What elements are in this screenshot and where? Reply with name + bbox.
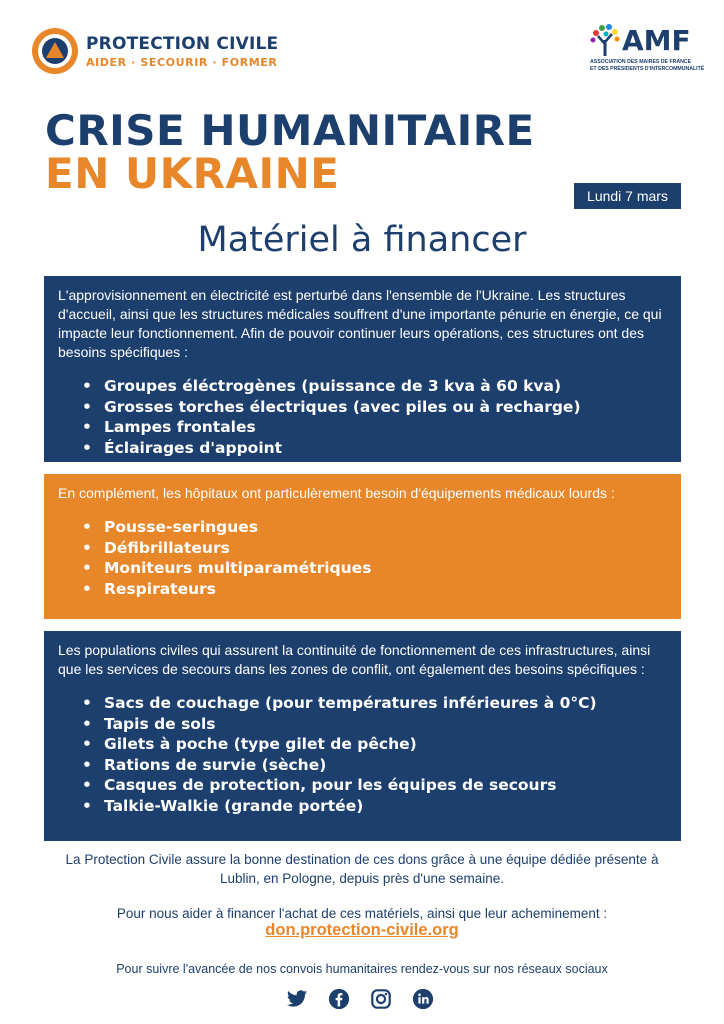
list-item: • Groupes éléctrogènes (puissance de 3 kva à 60 kva) [104,376,667,397]
footer-donate-text: Pour nous aider à financer l'achat de ces matériels, ainsi que leur acheminement : [116,906,608,921]
list-item: • Lampes frontales [104,417,667,438]
list-item: • Rations de survie (sèche) [104,755,667,776]
list-item: • Casques de protection, pour les équipes de secours [104,775,667,796]
instagram-icon[interactable] [370,988,392,1010]
amf-tree-icon [590,22,620,56]
amf-subtitle: ASSOCIATION DES MAIRES DE FRANCE ET DES PRÉSIDENTS D'INTERCOMMUNALITÉ [590,59,705,72]
medical-needs-section [44,474,681,619]
section-intro: L'approvisionnement en électricité est perturbé dans l'ensemble de l'Ukraine. Les structures d'accueil, ainsi que les structures médicales souffrent d'une importante pénurie en énergie, ce qui impacte leur fonctionnement. Afin de pouvoir continuer leurs opérations, ces structures ont des besoins spécifiques : [58,287,662,360]
list-item: • Gilets à poche (type gilet de pêche) [104,734,667,755]
protection-civile-name: PROTECTION CIVILE [86,33,279,54]
amf-name: AMF [622,24,691,57]
section-intro: En complément, les hôpitaux ont particulèrement besoin d'équipements médicaux lourds : [58,485,615,501]
list-item: • Talkie-Walkie (grande portée) [104,796,667,817]
protection-civile-emblem-icon [32,28,78,74]
facebook-icon[interactable] [328,988,350,1010]
needs-list [58,517,667,599]
list-item: • Sacs de couchage (pour températures inférieures à 0°C) [104,693,667,714]
social-links [286,988,454,1010]
header [0,0,724,100]
needs-list [58,376,667,458]
list-item: • Tapis de sols [104,714,667,735]
main-title-highlight: EN UKRAINE [45,149,340,198]
list-item: • Pousse-seringues [104,517,667,538]
electricity-needs-section [44,276,681,462]
list-item: • Grosses torches électriques (avec piles ou à recharge) [104,397,667,418]
date-badge: Lundi 7 mars [574,183,681,209]
protection-civile-logo[interactable] [32,28,278,74]
list-item: • Moniteurs multiparamétriques [104,558,667,579]
civilian-needs-section [44,631,681,841]
section-intro: Les populations civiles qui assurent la continuité de fonctionnement de ces infrastructures, ainsi que les services de secours dans les zones de conflit, ont également des besoins spécifiques : [58,642,651,677]
list-item: • Respirateurs [104,579,667,600]
protection-civile-tagline: AIDER · SECOURIR · FORMER [86,55,278,69]
main-title: CRISE HUMANITAIRE [45,106,535,155]
list-item: • Éclairages d'appoint [104,438,667,459]
footer-social-text: Pour suivre l'avancée de nos convois humanitaires rendez-vous sur nos réseaux sociaux [116,962,608,976]
twitter-icon[interactable] [286,988,308,1010]
page-subtitle: Matériel à financer [197,220,527,260]
needs-list [58,693,667,816]
footer-destination-text: La Protection Civile assure la bonne destination de ces dons grâce à une équipe dédiée présente à Lublin, en Pologne, depuis près d'une semaine. [65,852,659,886]
linkedin-icon[interactable] [412,988,434,1010]
donation-link[interactable]: don.protection-civile.org [265,921,459,939]
list-item: • Défibrillateurs [104,538,667,559]
amf-logo[interactable] [590,22,710,72]
